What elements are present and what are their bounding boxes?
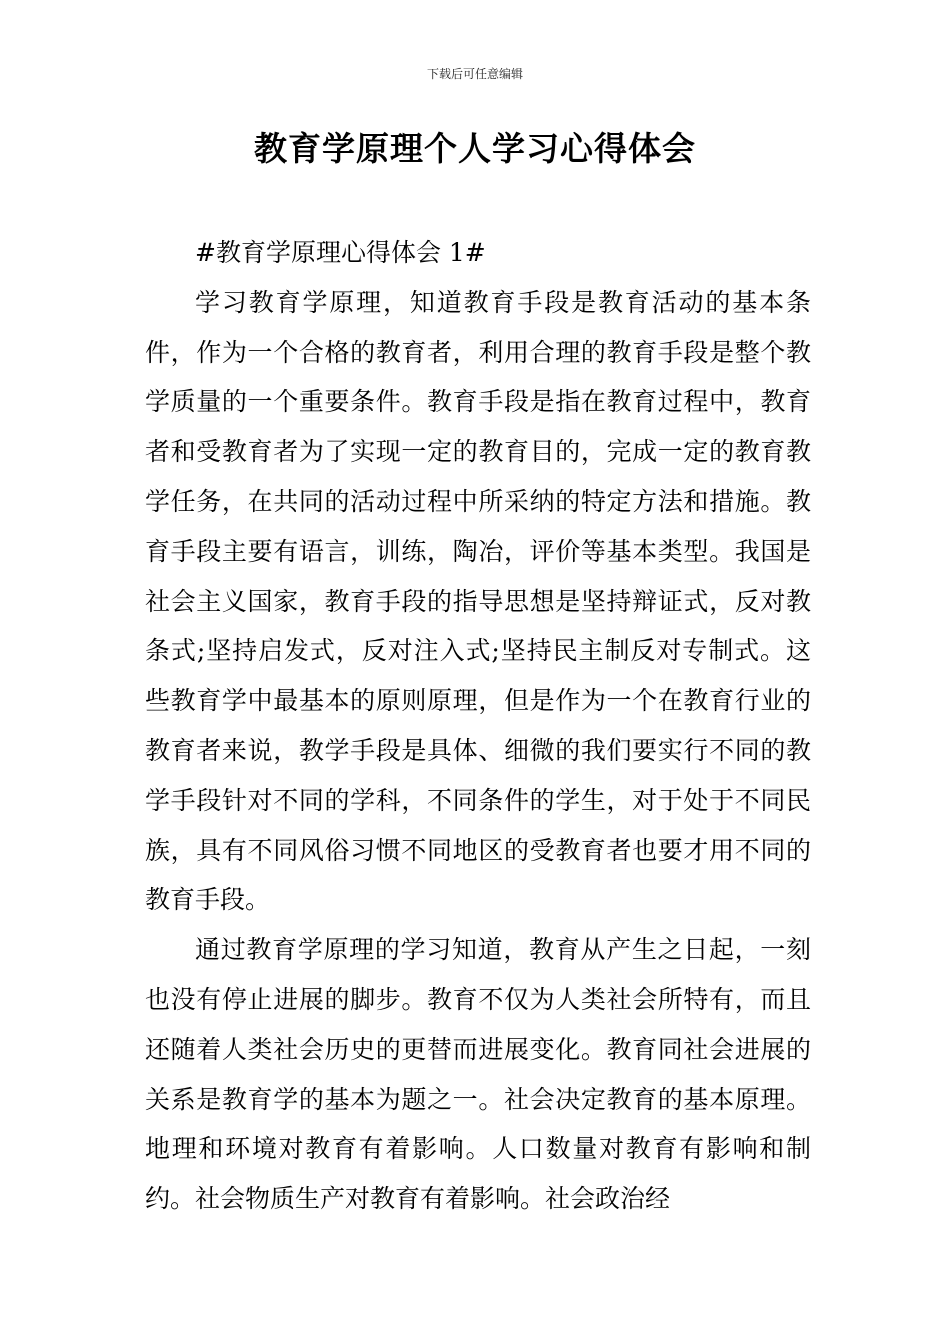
- paragraph: 通过教育学原理的学习知道，教育从产生之日起，一刻也没有停止进展的脚步。教育不仅为人类社会所特有，而且还随着人类社会历史的更替而进展变化。教育同社会进展的关系是教育学的基本为题之一。社会决定教育的基本原理。地理和环境对教育有着影响。人口数量对教育有影响和制约。社会物质生产对教育有着影响。社会政治经: [145, 935, 811, 1214]
- header-note: 下载后可任意编辑: [426, 67, 523, 81]
- section-heading: #教育学原理心得体会 1#: [195, 238, 486, 267]
- document-title: 教育学原理个人学习心得体会: [254, 129, 696, 168]
- paragraph: 学习教育学原理，知道教育手段是教育活动的基本条件，作为一个合格的教育者，利用合理的教育手段是整个教学质量的一个重要条件。教育手段是指在教育过程中，教育者和受教育者为了实现一定的教育目的，完成一定的教育教学任务，在共同的活动过程中所采纳的特定方法和措施。教育手段主要有语言，训练，陶冶，评价等基本类型。我国是社会主义国家，教育手段的指导思想是坚持辩证式，反对教条式;坚持启发式，反对注入式;坚持民主制反对专制式。这些教育学中最基本的原则原理，但是作为一个在教育行业的教育者来说，教学手段是具体、细微的我们要实行不同的教学手段针对不同的学科，不同条件的学生，对于处于不同民族，具有不同风俗习惯不同地区的受教育者也要才用不同的教育手段。: [145, 287, 811, 915]
- document-body: [145, 228, 811, 1224]
